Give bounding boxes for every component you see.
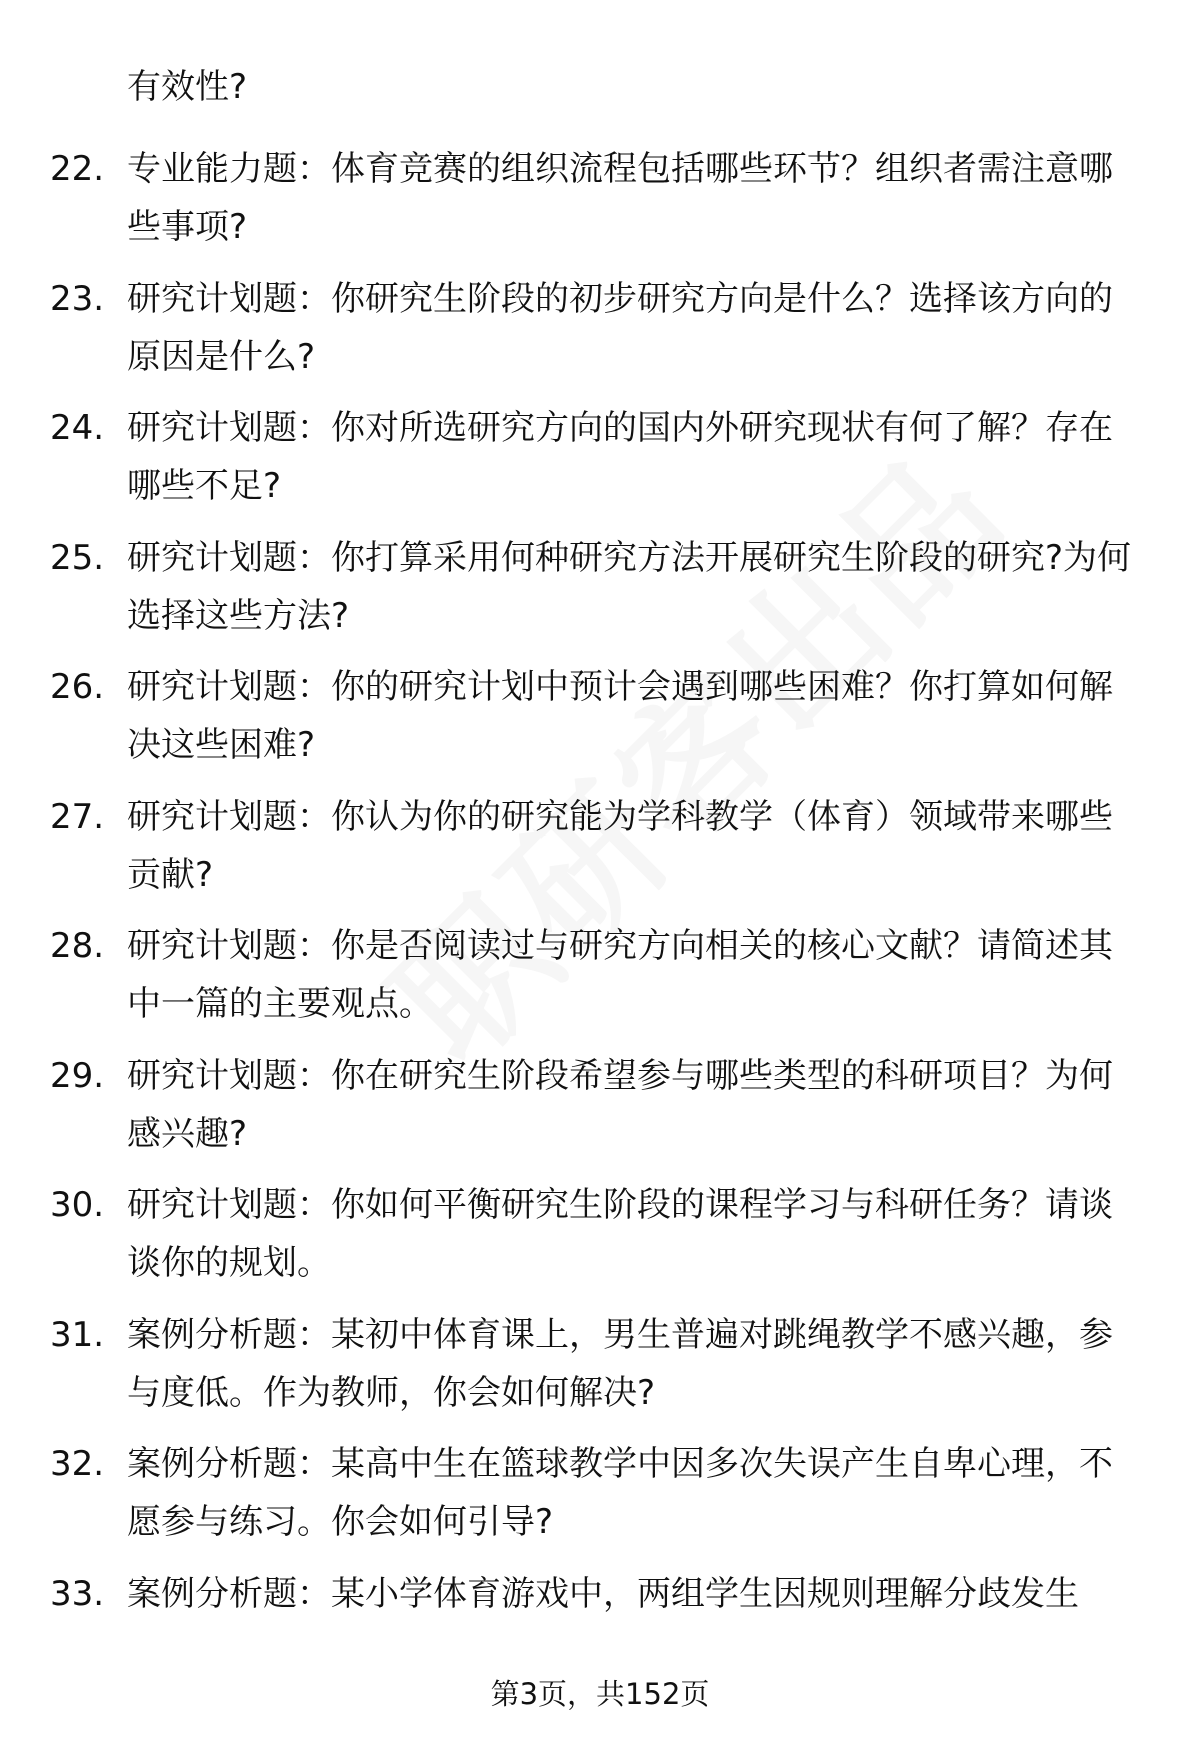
list-item	[0, 1176, 1200, 1306]
item-number: 26.	[50, 667, 105, 707]
list-item	[0, 529, 1200, 659]
list-item	[0, 917, 1200, 1047]
item-number: 25.	[50, 537, 105, 578]
page-footer: 第3页，共152页	[490, 1677, 710, 1711]
item-text: 专业能力题：体育竞赛的组织流程包括哪些环节？组织者需注意哪些事项?	[127, 149, 1113, 247]
list-item	[0, 1047, 1200, 1177]
list-item	[0, 788, 1200, 918]
item-text: 研究计划题：你如何平衡研究生阶段的课程学习与科研任务？请谈谈你的规划。	[127, 1185, 1113, 1283]
list-item	[0, 140, 1200, 270]
list-item	[0, 1306, 1200, 1436]
item-text: 案例分析题：某小学体育游戏中，两组学生因规则理解分歧发生	[127, 1573, 1079, 1614]
list-item	[0, 399, 1200, 529]
item-text: 案例分析题：某初中体育课上，男生普遍对跳绳教学不感兴趣，参与度低。作为教师，你会如何解决?	[127, 1314, 1113, 1413]
list-item	[0, 1435, 1200, 1565]
item-number: 33.	[50, 1573, 105, 1614]
item-text: 研究计划题：你是否阅读过与研究方向相关的核心文献？请简述其中一篇的主要观点。	[127, 926, 1113, 1024]
item-number: 28.	[50, 926, 105, 966]
list-item	[0, 658, 1200, 788]
list-item	[0, 270, 1200, 400]
question-list	[0, 140, 1200, 1694]
item-number: 31.	[50, 1314, 105, 1355]
item-text: 研究计划题：你的研究计划中预计会遇到哪些困难？你打算如何解决这些困难?	[127, 667, 1113, 765]
item-text: 研究计划题：你在研究生阶段希望参与哪些类型的科研项目？为何感兴趣?	[127, 1055, 1113, 1154]
item-text: 研究计划题：你研究生阶段的初步研究方向是什么？选择该方向的原因是什么?	[127, 278, 1113, 377]
item-number: 22.	[50, 149, 105, 189]
item-number: 30.	[50, 1185, 105, 1225]
continued-text: 有效性?	[127, 67, 248, 107]
item-text: 研究计划题：你打算采用何种研究方法开展研究生阶段的研究?为何选择这些方法?	[127, 537, 1132, 636]
item-text: 研究计划题：你对所选研究方向的国内外研究现状有何了解？存在哪些不足?	[127, 408, 1113, 506]
item-number: 23.	[50, 278, 105, 319]
item-number: 32.	[50, 1444, 105, 1484]
item-text: 案例分析题：某高中生在篮球教学中因多次失误产生自卑心理，不愿参与练习。你会如何引导?	[127, 1444, 1113, 1542]
item-number: 27.	[50, 796, 105, 837]
item-text: 研究计划题：你认为你的研究能为学科教学（体育）领域带来哪些贡献?	[127, 796, 1113, 895]
item-number: 24.	[50, 408, 105, 448]
item-number: 29.	[50, 1055, 105, 1096]
